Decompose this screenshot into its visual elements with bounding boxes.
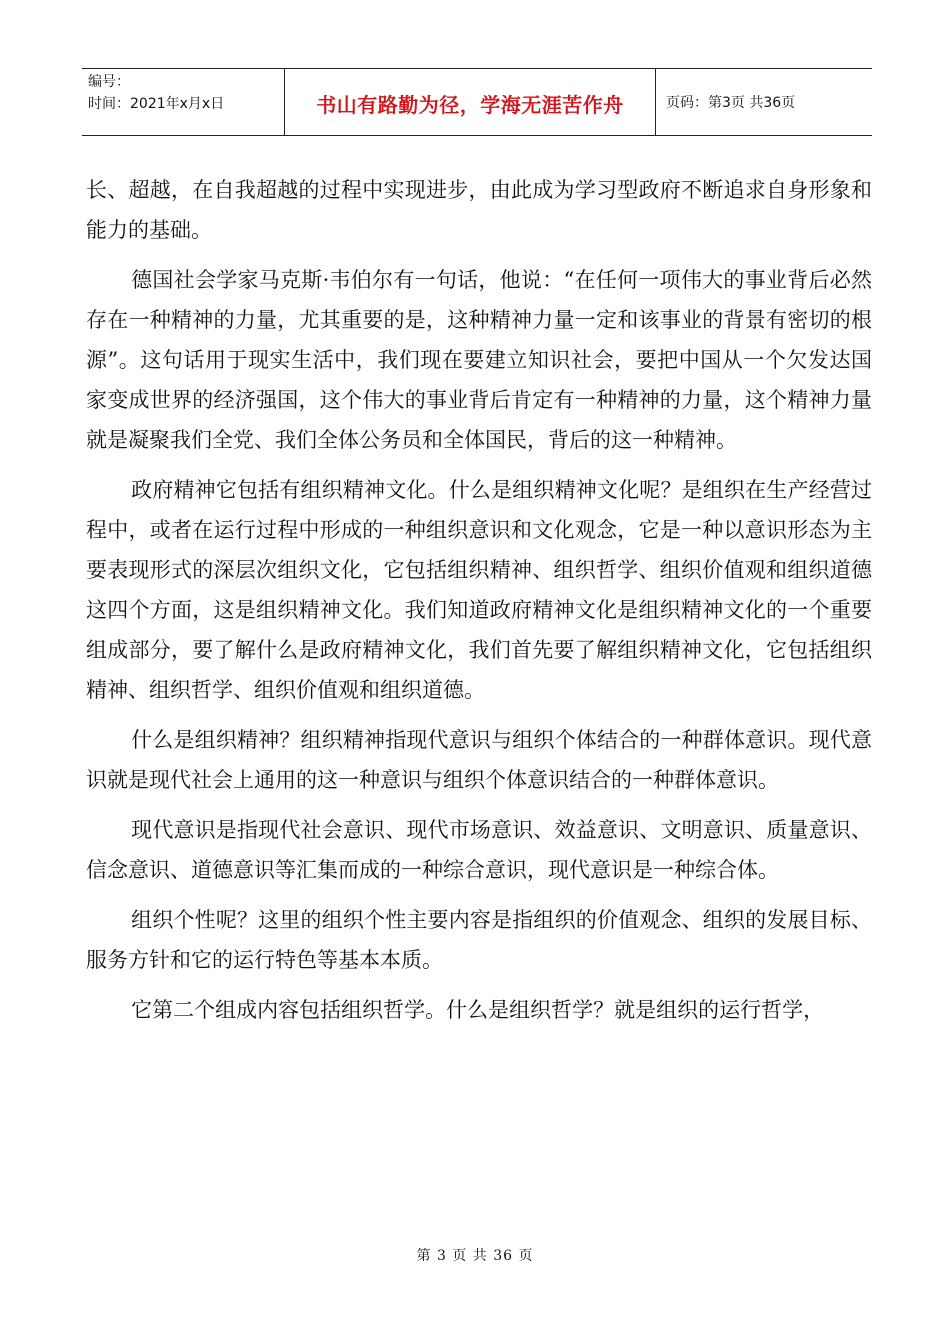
paragraph: 它第二个组成内容包括组织哲学。什么是组织哲学？就是组织的运行哲学， <box>131 998 825 1022</box>
paragraph: 组织个性呢？这里的组织个性主要内容是指组织的价值观念、组织的发展目标、服务方针和它的运行特色等基本本质。 <box>86 908 872 972</box>
header-page-info-cell <box>656 69 872 135</box>
motto-text: 书山有路勤为径，学海无涯苦作舟 <box>316 92 624 117</box>
date-label: 时间：2021年x月x日 <box>88 96 225 112</box>
footer-page-number: 第 3 页 共 36 页 <box>416 1248 534 1264</box>
serial-label: 编号： <box>88 74 130 90</box>
page-footer <box>0 1245 950 1265</box>
header-motto-cell <box>284 69 656 135</box>
paragraph: 什么是组织精神？组织精神指现代意识与组织个体结合的一种群体意识。现代意识就是现代社会上通用的这一种意识与组织个体意识结合的一种群体意识。 <box>86 728 872 792</box>
paragraph: 德国社会学家马克斯·韦伯尔有一句话，他说：“在任何一项伟大的事业背后必然存在一种精神的力量，尤其重要的是，这种精神力量一定和该事业的背景有密切的根源”。这句话用于现实生活中，我们现在要建立知识社会，要把中国从一个欠发达国家变成世界的经济强国，这个伟大的事业背后肯定有一种精神的力量，这个精神力量就是凝聚我们全党、我们全体公务员和全体国民，背后的这一种精神。 <box>86 268 872 452</box>
page-header <box>82 68 872 136</box>
page-info: 页码：第3页 共36页 <box>666 95 796 111</box>
paragraph: 长、超越，在自我超越的过程中实现进步，由此成为学习型政府不断追求自身形象和能力的基础。 <box>86 178 872 242</box>
document-body <box>86 170 872 1040</box>
paragraph: 政府精神它包括有组织精神文化。什么是组织精神文化呢？是组织在生产经营过程中，或者在运行过程中形成的一种组织意识和文化观念，它是一种以意识形态为主要表现形式的深层次组织文化，它包括组织精神、组织哲学、组织价值观和组织道德这四个方面，这是组织精神文化。我们知道政府精神文化是组织精神文化的一个重要组成部分，要了解什么是政府精神文化，我们首先要了解组织精神文化，它包括组织精神、组织哲学、组织价值观和组织道德。 <box>86 478 872 702</box>
paragraph: 现代意识是指现代社会意识、现代市场意识、效益意识、文明意识、质量意识、信念意识、道德意识等汇集而成的一种综合意识，现代意识是一种综合体。 <box>86 818 872 882</box>
header-meta <box>82 69 284 135</box>
